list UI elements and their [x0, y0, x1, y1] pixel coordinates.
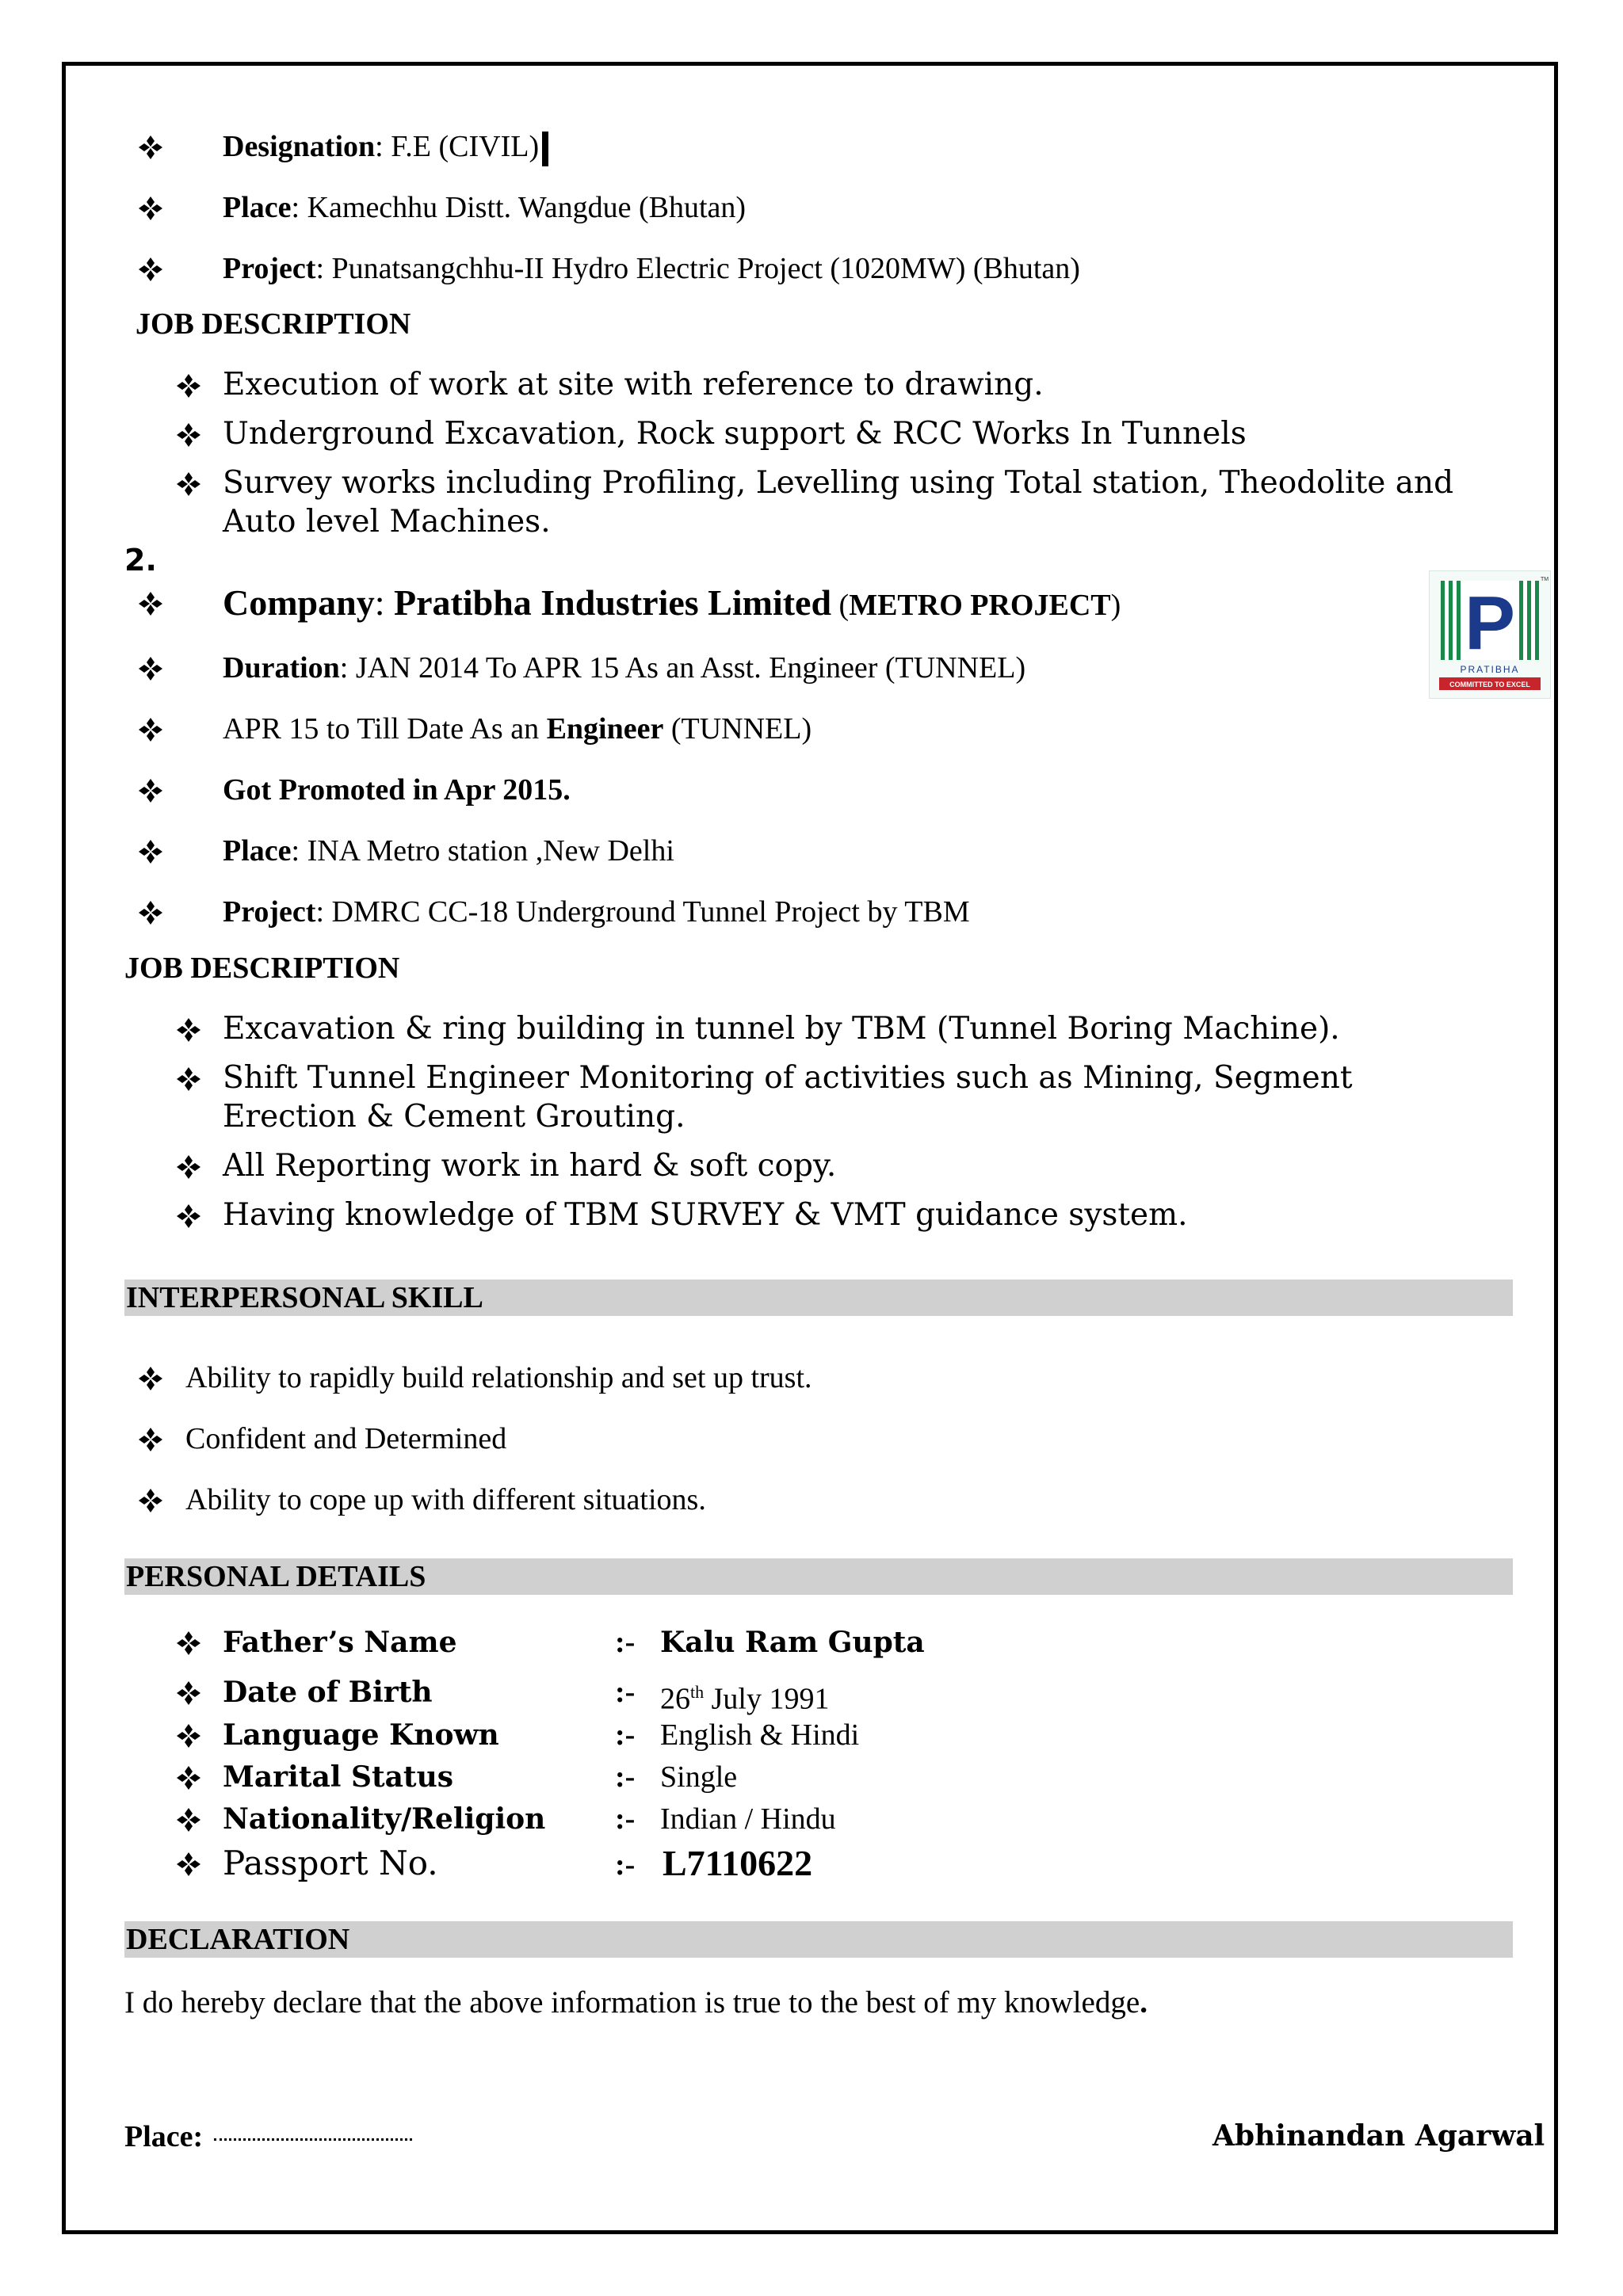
- place-label: Place: [223, 834, 292, 868]
- skill-item: Confident and Determined: [185, 1422, 507, 1455]
- declaration-text: [124, 1985, 1148, 2021]
- duration-line: [223, 650, 1025, 686]
- apr-pre: APR 15 to Till Date As an: [223, 712, 547, 746]
- declaration-heading: DECLARATION: [126, 1923, 350, 1956]
- place-line: [223, 833, 674, 869]
- place-signature-line: [124, 2119, 412, 2155]
- bullet-diamond-icon: [138, 839, 163, 864]
- apr-post: (TUNNEL): [663, 712, 812, 746]
- dob-value: [660, 1674, 829, 1718]
- company-colon: :: [374, 582, 394, 623]
- job-description-heading: JOB DESCRIPTION: [124, 952, 400, 985]
- bullet-diamond-icon: [176, 1154, 201, 1180]
- promoted-text: Got Promoted in Apr 2015.: [223, 773, 571, 807]
- separator: :-: [615, 1760, 636, 1794]
- signatory-name: Abhinandan Agarwal: [1212, 2119, 1545, 2153]
- logo-tm: TM: [1541, 577, 1549, 582]
- logo-tagline: COMMITTED TO EXCEL: [1449, 681, 1530, 688]
- skill-item: Ability to rapidly build relationship and set up trust.: [185, 1361, 812, 1394]
- place-blank[interactable]: [214, 2138, 412, 2141]
- marital-label: Marital Status: [223, 1760, 454, 1794]
- bullet-diamond-icon: [138, 900, 163, 925]
- bullet-diamond-icon: [176, 1066, 201, 1092]
- text-cursor: [542, 132, 548, 166]
- company-label: Company: [223, 582, 375, 623]
- bullet-diamond-icon: [176, 422, 201, 448]
- bullet-diamond-icon: [138, 1427, 163, 1452]
- passport-label: Passport No.: [223, 1844, 438, 1882]
- bullet-diamond-icon: [176, 1680, 201, 1706]
- duration-label: Duration: [223, 651, 340, 685]
- designation-line: [223, 128, 548, 166]
- section-header-bar: [124, 1921, 1513, 1958]
- pratibha-logo: [1429, 570, 1551, 699]
- project-value: : Punatsangchhu-II Hydro Electric Project (1020MW) (Bhutan): [315, 252, 1080, 285]
- job-item: Underground Excavation, Rock support & RCC Works In Tunnels: [223, 416, 1247, 452]
- bullet-diamond-icon: [176, 1807, 201, 1833]
- bullet-diamond-icon: [176, 1765, 201, 1791]
- declaration-period: .: [1140, 1985, 1148, 2019]
- designation-label: Designation: [223, 130, 376, 163]
- bullet-diamond-icon: [138, 656, 163, 681]
- dob-rest: July 1991: [704, 1682, 830, 1716]
- job-item: Excavation & ring building in tunnel by TBM (Tunnel Boring Machine).: [223, 1011, 1340, 1047]
- bullet-diamond-icon: [138, 135, 163, 160]
- passport-value: L7110622: [663, 1843, 813, 1883]
- project-line: [223, 894, 970, 930]
- fathers-name-label: Father’s Name: [223, 1626, 457, 1659]
- logo-name: PRATIBHA: [1460, 664, 1520, 675]
- bullet-diamond-icon: [176, 1017, 201, 1043]
- bullet-diamond-icon: [176, 1723, 201, 1749]
- promoted-line: [223, 772, 571, 808]
- bullet-diamond-icon: [138, 1366, 163, 1391]
- fathers-name-value: Kalu Ram Gupta: [660, 1626, 925, 1659]
- company-paren-open: (: [831, 589, 850, 622]
- bullet-diamond-icon: [138, 778, 163, 803]
- pratibha-logo-graphic: [1430, 571, 1550, 698]
- bullet-diamond-icon: [176, 1203, 201, 1229]
- section-number: 2.: [124, 543, 157, 578]
- job-item: Execution of work at site with reference to drawing.: [223, 367, 1044, 402]
- job-item: Shift Tunnel Engineer Monitoring of activities such as Mining, Segment: [223, 1060, 1353, 1096]
- job-item: Having knowledge of TBM SURVEY & VMT guidance system.: [223, 1197, 1188, 1233]
- bullet-diamond-icon: [138, 257, 163, 282]
- bullet-diamond-icon: [138, 196, 163, 221]
- dob-label: Date of Birth: [223, 1676, 433, 1709]
- separator: :-: [615, 1802, 636, 1836]
- dob-day: 26: [660, 1682, 690, 1716]
- company-line: [223, 581, 1121, 627]
- bullet-diamond-icon: [138, 591, 163, 616]
- company-paren-close: ): [1110, 589, 1121, 622]
- place-line: [223, 189, 746, 226]
- project-line: [223, 250, 1080, 287]
- job-item: Survey works including Profiling, Levelling using Total station, Theodolite and: [223, 465, 1454, 501]
- nationality-value: Indian / Hindu: [660, 1802, 836, 1836]
- separator: :-: [615, 1676, 636, 1709]
- job-description-heading: JOB DESCRIPTION: [136, 307, 411, 341]
- bullet-diamond-icon: [176, 471, 201, 497]
- place-value: : Kamechhu Distt. Wangdue (Bhutan): [291, 191, 747, 224]
- language-label: Language Known: [223, 1718, 499, 1752]
- place-signature-label: Place:: [124, 2120, 204, 2153]
- personal-heading: PERSONAL DETAILS: [126, 1560, 426, 1593]
- logo-letter: P: [1464, 581, 1516, 666]
- declaration-body: I do hereby declare that the above information is true to the best of my knowledge: [124, 1985, 1140, 2019]
- designation-value: : F.E (CIVIL): [375, 130, 540, 163]
- place-value: : INA Metro station ,New Delhi: [291, 834, 674, 868]
- bullet-diamond-icon: [176, 373, 201, 399]
- job-item-continuation: Auto level Machines.: [223, 504, 551, 540]
- skill-item: Ability to cope up with different situations.: [185, 1483, 706, 1516]
- project-label: Project: [223, 895, 316, 929]
- interpersonal-heading: INTERPERSONAL SKILL: [126, 1281, 483, 1314]
- language-value: English & Hindi: [660, 1718, 860, 1752]
- apr-bold: Engineer: [546, 712, 664, 746]
- bullet-diamond-icon: [176, 1852, 201, 1877]
- job-item-continuation: Erection & Cement Grouting.: [223, 1099, 685, 1135]
- bullet-diamond-icon: [138, 717, 163, 742]
- job-item: All Reporting work in hard & soft copy.: [223, 1148, 837, 1184]
- separator: :-: [615, 1848, 636, 1882]
- section-header-bar: [124, 1558, 1513, 1595]
- section-header-bar: [124, 1280, 1513, 1316]
- dob-suffix: th: [690, 1682, 705, 1702]
- apr-line: [223, 711, 812, 747]
- nationality-label: Nationality/Religion: [223, 1802, 546, 1836]
- separator: :-: [615, 1626, 636, 1659]
- company-project: METRO PROJECT: [849, 589, 1111, 622]
- separator: :-: [615, 1718, 636, 1752]
- marital-value: Single: [660, 1760, 738, 1794]
- bullet-diamond-icon: [176, 1630, 201, 1656]
- project-label: Project: [223, 252, 316, 285]
- company-name: Pratibha Industries Limited: [394, 582, 832, 623]
- bullet-diamond-icon: [138, 1488, 163, 1513]
- place-label: Place: [223, 191, 292, 224]
- project-value: : DMRC CC-18 Underground Tunnel Project by TBM: [315, 895, 970, 929]
- duration-value: : JAN 2014 To APR 15 As an Asst. Engineer (TUNNEL): [339, 651, 1026, 685]
